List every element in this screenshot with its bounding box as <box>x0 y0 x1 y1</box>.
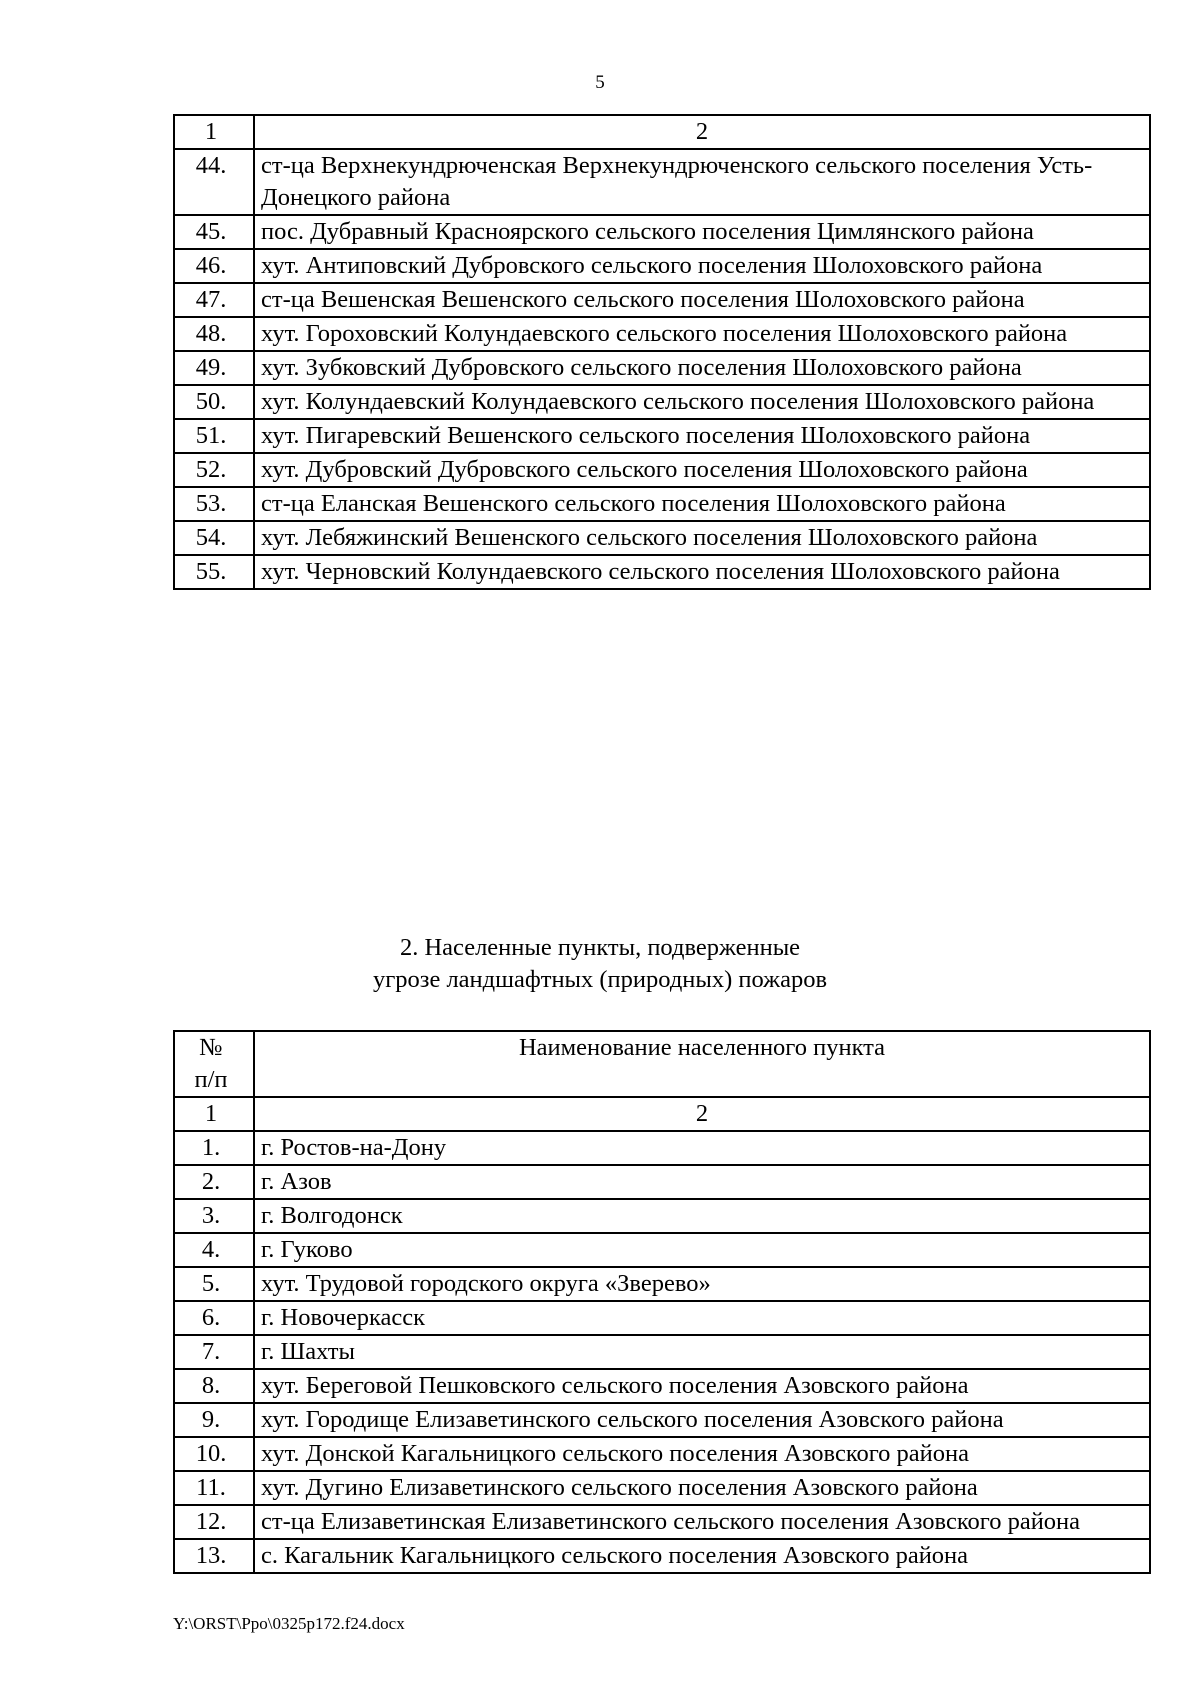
table-row <box>174 1301 1150 1335</box>
page-number: 5 <box>595 72 605 93</box>
header-name-column: Наименование населенного пункта <box>254 1031 1150 1097</box>
table-row <box>174 149 1150 215</box>
settlement-name: хут. Донской Кагальницкого сельского поселения Азовского района <box>254 1437 1150 1471</box>
row-number: 44. <box>174 149 254 215</box>
table-row <box>174 521 1150 555</box>
row-number: 2. <box>174 1165 254 1199</box>
settlement-name: хут. Лебяжинский Вешенского сельского поселения Шолоховского района <box>254 521 1150 555</box>
table-column-number-row <box>174 115 1150 149</box>
column-number-1: 1 <box>174 1097 254 1131</box>
row-number: 55. <box>174 555 254 589</box>
row-number: 6. <box>174 1301 254 1335</box>
settlement-name: г. Волгодонск <box>254 1199 1150 1233</box>
row-number: 51. <box>174 419 254 453</box>
row-number: 7. <box>174 1335 254 1369</box>
settlement-name: хут. Дубровский Дубровского сельского поселения Шолоховского района <box>254 453 1150 487</box>
settlement-name: пос. Дубравный Красноярского сельского поселения Цимлянского района <box>254 215 1150 249</box>
table-row <box>174 1267 1150 1301</box>
settlement-name: хут. Городище Елизаветинского сельского поселения Азовского района <box>254 1403 1150 1437</box>
row-number: 10. <box>174 1437 254 1471</box>
settlement-name: хут. Колундаевский Колундаевского сельского поселения Шолоховского района <box>254 385 1150 419</box>
table-row <box>174 453 1150 487</box>
settlement-name: г. Азов <box>254 1165 1150 1199</box>
row-number: 12. <box>174 1505 254 1539</box>
settlement-name: ст-ца Елизаветинская Елизаветинского сельского поселения Азовского района <box>254 1505 1150 1539</box>
column-number-2: 2 <box>254 115 1150 149</box>
table-row <box>174 1471 1150 1505</box>
row-number: 49. <box>174 351 254 385</box>
header-number-sign: № <box>199 1034 223 1061</box>
table-row <box>174 1539 1150 1573</box>
row-number: 8. <box>174 1369 254 1403</box>
table-row <box>174 1403 1150 1437</box>
settlement-name: хут. Антиповский Дубровского сельского поселения Шолоховского района <box>254 249 1150 283</box>
header-number-abbrev: п/п <box>194 1066 228 1093</box>
row-number: 3. <box>174 1199 254 1233</box>
row-number: 5. <box>174 1267 254 1301</box>
settlement-name: хут. Черновский Колундаевского сельского поселения Шолоховского района <box>254 555 1150 589</box>
table-row <box>174 1437 1150 1471</box>
settlement-name: г. Шахты <box>254 1335 1150 1369</box>
settlement-name: ст-ца Еланская Вешенского сельского поселения Шолоховского района <box>254 487 1150 521</box>
table-row <box>174 1131 1150 1165</box>
row-number: 54. <box>174 521 254 555</box>
table-row <box>174 1335 1150 1369</box>
row-number: 45. <box>174 215 254 249</box>
footer-file-path: Y:\ORST\Ppo\0325p172.f24.docx <box>173 1614 405 1633</box>
table-row <box>174 487 1150 521</box>
table-column-number-row <box>174 1097 1150 1131</box>
settlement-name: хут. Береговой Пешковского сельского поселения Азовского района <box>254 1369 1150 1403</box>
table-row <box>174 351 1150 385</box>
row-number: 53. <box>174 487 254 521</box>
table-row <box>174 1165 1150 1199</box>
table-row <box>174 385 1150 419</box>
row-number: 48. <box>174 317 254 351</box>
table-row <box>174 555 1150 589</box>
section-2-title-line-2: угрозе ландшафтных (природных) пожаров <box>372 966 828 993</box>
row-number: 9. <box>174 1403 254 1437</box>
settlement-name: ст-ца Верхнекундрюченская Верхнекундрюченского сельского поселения Усть-Донецкого района <box>254 149 1150 215</box>
settlement-name: г. Гуково <box>254 1233 1150 1267</box>
settlement-name: хут. Зубковский Дубровского сельского поселения Шолоховского района <box>254 351 1150 385</box>
table-row <box>174 215 1150 249</box>
row-number: 4. <box>174 1233 254 1267</box>
settlement-name: хут. Гороховский Колундаевского сельского поселения Шолоховского района <box>254 317 1150 351</box>
column-number-2: 2 <box>254 1097 1150 1131</box>
table-row <box>174 283 1150 317</box>
row-number: 52. <box>174 453 254 487</box>
settlement-name: хут. Трудовой городского округа «Зверево» <box>254 1267 1150 1301</box>
row-number: 46. <box>174 249 254 283</box>
settlement-name: г. Ростов-на-Дону <box>254 1131 1150 1165</box>
settlement-name: хут. Дугино Елизаветинского сельского поселения Азовского района <box>254 1471 1150 1505</box>
row-number: 1. <box>174 1131 254 1165</box>
fire-threat-settlements-table <box>173 1030 1151 1574</box>
row-number: 50. <box>174 385 254 419</box>
table-row <box>174 317 1150 351</box>
column-number-1: 1 <box>174 115 254 149</box>
table-row <box>174 1505 1150 1539</box>
settlement-name: ст-ца Вешенская Вешенского сельского поселения Шолоховского района <box>254 283 1150 317</box>
table-row <box>174 1369 1150 1403</box>
row-number: 11. <box>174 1471 254 1505</box>
settlements-table-continued <box>173 114 1151 590</box>
section-2-title-line-1: 2. Населенные пункты, подверженные <box>399 934 801 961</box>
header-number-column <box>174 1031 254 1097</box>
table-row <box>174 249 1150 283</box>
settlement-name: хут. Пигаревский Вешенского сельского поселения Шолоховского района <box>254 419 1150 453</box>
table-row <box>174 419 1150 453</box>
row-number: 13. <box>174 1539 254 1573</box>
row-number: 47. <box>174 283 254 317</box>
table-header-row <box>174 1031 1150 1097</box>
table-row <box>174 1199 1150 1233</box>
settlement-name: с. Кагальник Кагальницкого сельского поселения Азовского района <box>254 1539 1150 1573</box>
section-2-title <box>0 932 1200 996</box>
settlement-name: г. Новочеркасск <box>254 1301 1150 1335</box>
table-row <box>174 1233 1150 1267</box>
